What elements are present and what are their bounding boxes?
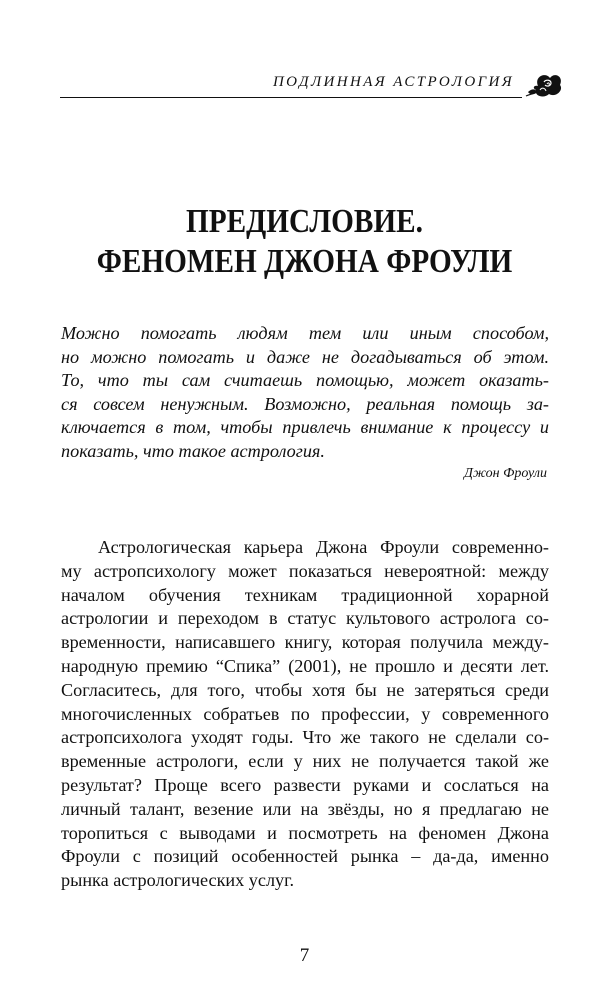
epigraph-line: То, что ты сам считаешь помощью, может оказать-	[61, 370, 549, 391]
body-line: рынка астрологических услуг.	[61, 870, 295, 891]
epigraph-line: ключается в том, чтобы привлечь внимание к процессу и	[61, 417, 549, 438]
epigraph-author: Джон Фроули	[464, 466, 547, 481]
body-line: многочисленных собратьев по профессии, у современного	[61, 703, 549, 724]
body-line: началом обучения техникам традиционной хорарной	[61, 584, 549, 605]
epigraph-line: показать, что такое астрология.	[61, 440, 325, 461]
epigraph-line: но можно помогать и даже не догадываться об этом.	[61, 346, 549, 367]
chapter-title-line-1: ПРЕДИСЛОВИЕ.	[186, 203, 423, 240]
epigraph-line: Можно помогать людям тем или иным способом,	[61, 323, 549, 343]
body-line: торопиться с выводами и посмотреть на феномен Джона	[61, 822, 549, 843]
body-line: временные астрологи, если у них не получается такой же	[61, 751, 549, 772]
body-line: Фроули с позиций особенностей рынка – да-да, именно	[61, 846, 549, 867]
body-line: Согласитесь, для того, чтобы хотя бы не затеряться среди	[61, 679, 549, 700]
body-line: му астропсихологу может показаться невероятной: между	[61, 560, 549, 581]
chapter-title	[43, 202, 567, 282]
body-paragraph	[61, 536, 549, 893]
running-header	[60, 74, 568, 98]
body-line: результат? Проще всего развести руками и сослаться на	[61, 774, 549, 795]
body-line: народную премию “Спика” (2001), не прошло и десяти лет.	[61, 655, 549, 676]
body-line: астропсихолога уходят годы. Что же такого не сделали со-	[61, 727, 549, 748]
body-line: личный талант, везение или на звёзды, но я предлагаю не	[61, 798, 549, 819]
body-line: астрологии и переходом в статус культового астролога со-	[61, 608, 549, 629]
body-line: временности, написавшего книгу, которая получила между-	[61, 632, 549, 653]
header-rule	[60, 97, 522, 98]
page-number: 7	[299, 945, 310, 966]
body-line: Астрологическая карьера Джона Фроули современно-	[98, 537, 549, 557]
epigraph	[61, 322, 549, 464]
chapter-title-line-2: ФЕНОМЕН ДЖОНА ФРОУЛИ	[96, 243, 513, 280]
rose-ornament-icon	[524, 70, 568, 100]
epigraph-line: ся совсем ненужным. Возможно, реальная помощь за-	[61, 393, 549, 414]
running-title: ПОДЛИННАЯ АСТРОЛОГИЯ	[272, 74, 514, 90]
